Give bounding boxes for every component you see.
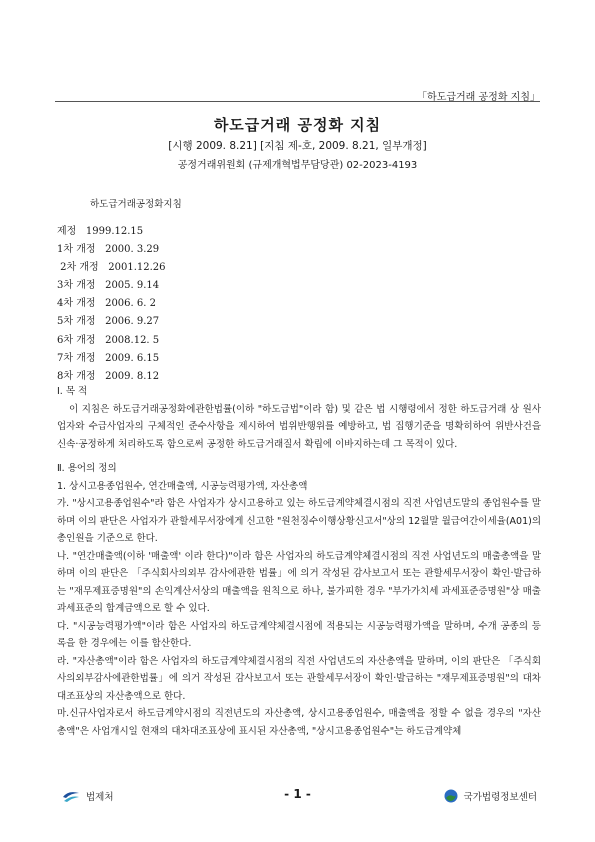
history-row: [57, 312, 166, 330]
page-number: - 1 -: [284, 787, 311, 801]
document-title: 하도급거래 공정화 지침: [213, 116, 382, 134]
history-label: 7차 개정: [57, 352, 96, 364]
history-row: [57, 276, 166, 294]
history-row: [57, 240, 166, 258]
agency-contact: 공정거래위원회 (규제개혁법무담당관) 02-2023-4193: [177, 160, 418, 171]
definition-ga: 가. "상시고용종업원수"라 함은 사업자가 상시고용하고 있는 하도급계약체결시점의 직전 사업년도말의 종업원수를 말하며 이의 판단은 사업자가 관할세무서장에게 신고한 "원천징수이행상황신고서"상의 12월말 월급여간이세율(A01)의 총인원을 기준으로 한다.: [57, 498, 541, 544]
purpose-paragraph: 이 지침은 하도급거래공정화에관한법률(이하 "하도급법"이라 함) 및 같은 법 시행령에서 정한 하도급거래 상 원사업자와 수급사업자의 구체적인 준수사항을 제시하여 법위반행위를 예방하고, 법 집행기준을 명확히하여 위반사건을 신속·공정하게 처리하도록 함으로써 공정한 하도급거래질서 확립에 이바지하는데 그 목적이 있다.: [57, 403, 541, 450]
definition-ma: 마.신규사업자로서 하도급계약시점의 직전년도의 자산총액, 상시고용종업원수, 매출액을 정할 수 없을 경우의 "자산총액"은 사업개시일 현재의 대차대조표상에 표시된 자산총액, "상시고용종업원수"는 하도급계약체: [57, 708, 541, 737]
section-definitions: [57, 460, 541, 740]
globe-icon: [444, 789, 458, 803]
history-label: 5차 개정: [57, 316, 96, 328]
history-date: 2009. 6.15: [105, 352, 160, 364]
history-row: [57, 258, 166, 276]
definition-ra: 라. "자산총액"이라 함은 사업자의 하도급계약체결시점의 직전 사업년도의 자산총액을 말하며, 이의 판단은 「주식회사의외부감사에관한법률」에 의거 작성된 감사보고서 또는 관할세무서장이 확인·발급하는 "재무제표증명원"의 대차대조표상의 자산총액으로 한다.: [57, 655, 541, 702]
history-row: [57, 222, 166, 240]
history-date: 2009. 8.12: [105, 370, 160, 382]
section-purpose: [57, 383, 541, 453]
history-label: 4차 개정: [57, 298, 96, 310]
section-heading: Ⅱ. 용어의 정의: [57, 463, 117, 474]
history-date: 2006. 6. 2: [105, 298, 156, 310]
history-date: 2008.12. 5: [105, 334, 160, 346]
definition-na: 나. "연간매출액(이하 '매출액' 이라 한다)"이라 함은 사업자의 하도급계약체결시점의 직전 사업년도의 매출총액을 말하며 이의 판단은 「주식회사의외부 감사에관한 법률」에 의거 작성된 감사보고서 또는 관할세무서장이 확인·발급하는 "재무제표증명원"의 손익계산서상의 매출액을 원칙으로 하나, 불가피한 경우 "부가가치세 과세표준증명원"상 매출과세표준의 합계금액으로 할 수 있다.: [57, 550, 541, 614]
history-row: [57, 349, 166, 367]
document-name: 하도급거래공정화지침: [90, 199, 182, 210]
enforcement-info: [시행 2009. 8.21] [지침 제-호, 2009. 8.21, 일부개정]: [168, 140, 427, 152]
amendment-history: [57, 222, 166, 385]
definition-item-heading: 1. 상시고용종업원수, 연간매출액, 시공능력평가액, 자산총액: [57, 480, 308, 492]
history-label: 제정: [57, 226, 77, 237]
history-date: 2000. 3.29: [105, 244, 160, 256]
footer-agency-label: 법제처: [86, 792, 114, 803]
history-date: 2005. 9.14: [105, 280, 160, 292]
history-label: 1차 개정: [57, 244, 96, 256]
history-label: 6차 개정: [57, 334, 96, 346]
header-rule: [55, 101, 540, 102]
history-label: 2차 개정: [57, 262, 99, 274]
history-row: [57, 294, 166, 312]
running-header: 「하도급거래 공정화 지침」: [417, 92, 540, 103]
history-label: 3차 개정: [57, 280, 96, 292]
history-date: 1999.12.15: [85, 226, 144, 237]
footer-right: [444, 789, 537, 803]
history-label: 8차 개정: [57, 370, 96, 382]
definition-da: 다. "시공능력평가액"이라 함은 사업자의 하도급계약체결시점에 적용되는 시공능력평가액을 말하며, 수개 공종의 등록을 한 경우에는 이를 합산한다.: [57, 620, 541, 649]
history-row: [57, 331, 166, 349]
history-date: 2006. 9.27: [105, 316, 160, 328]
history-date: 2001.12.26: [108, 262, 166, 274]
footer-center-label: 국가법령정보센터: [463, 792, 537, 803]
section-heading: Ⅰ. 목 적: [57, 386, 88, 397]
